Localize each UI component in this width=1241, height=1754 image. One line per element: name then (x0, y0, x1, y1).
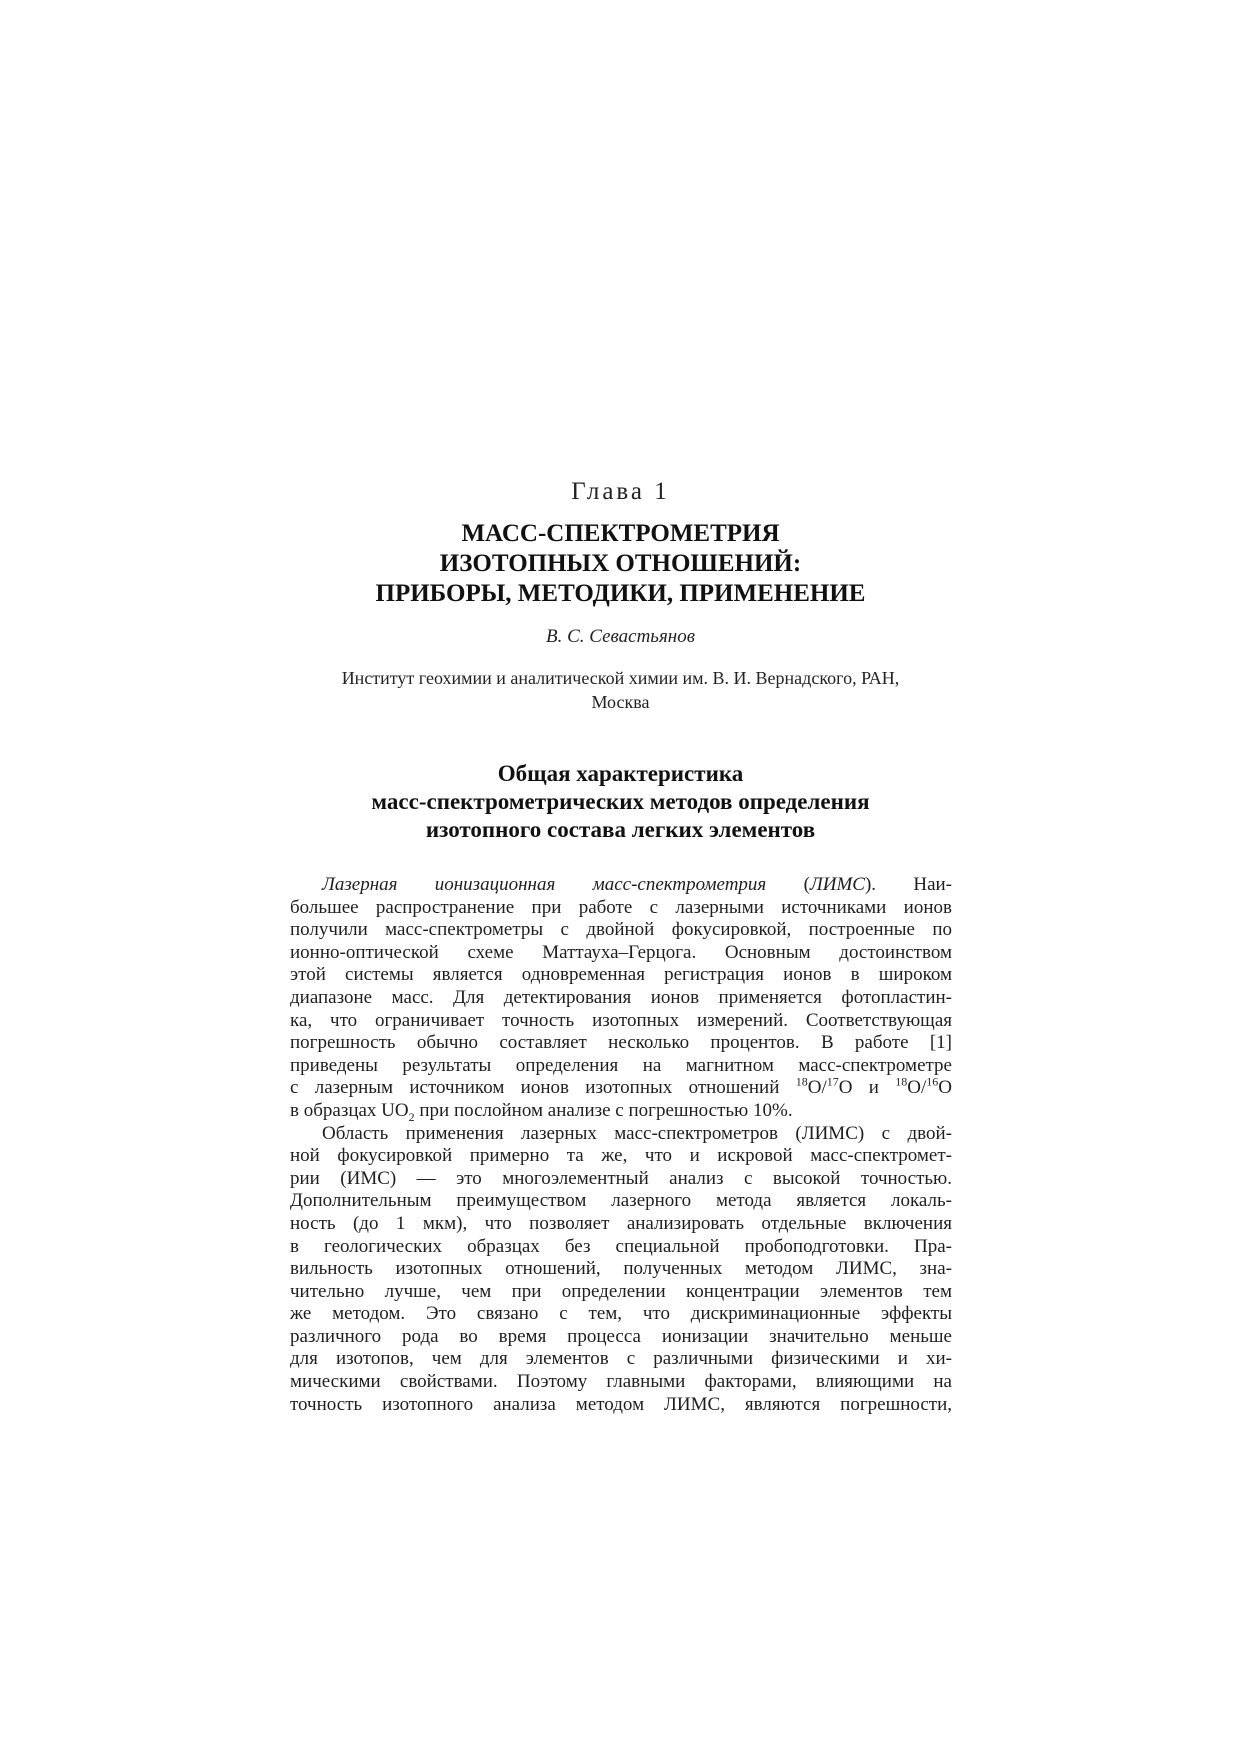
paragraph-line: вильность изотопных отношений, полученных методом ЛИМС, зна- (290, 1258, 952, 1280)
affiliation-line: Институт геохимии и аналитической химии им. В. И. Вернадского, РАН, (341, 668, 900, 688)
paragraph-line: в образцах $UO_2$ при послойном анализе с погрешностью 10%. (290, 1099, 793, 1123)
paragraph-line: большее распространение при работе с лазерными источниками ионов (290, 896, 952, 918)
paragraph-line: диапазоне масс. Для детектирования ионов применяется фотопластин- (290, 986, 952, 1008)
paragraph-line: точность изотопного анализа методом ЛИМС, являются погрешности, (290, 1393, 952, 1415)
paragraph-line: Лазерная ионизационная масс-спектрометрия (ЛИМС). Наи- (322, 874, 952, 895)
paragraph-line: для изотопов, чем для элементов с различными физическими и хи- (290, 1348, 952, 1370)
isotope-ratio-line: с лазерным источником ионов изотопных отношений $^{18}$O/$^{17}$O и $^{18}$O/$^{16}$O (290, 1077, 952, 1099)
section-heading-line: изотопного состава легких элементов (425, 817, 816, 842)
author-name: В. С. Севастьянов (546, 626, 695, 647)
paragraph-line: получили масс-спектрометры с двойной фокусировкой, построенные по (290, 919, 952, 941)
paragraph-line: погрешность обычно составляет несколько процентов. В работе [1] (290, 1032, 952, 1054)
paragraph-line: ной фокусировкой примерно та же, что и искровой масс-спектромет- (290, 1145, 952, 1167)
paragraph-line: чительно лучше, чем при определении концентрации элементов тем (290, 1280, 952, 1302)
paragraph-line: приведены результаты определения на магнитном масс-спектрометре (290, 1054, 952, 1076)
chapter-title-line: ПРИБОРЫ, МЕТОДИКИ, ПРИМЕНЕНИЕ (375, 580, 866, 607)
paragraph-line: в геологических образцах без специальной пробоподготовки. Пра- (290, 1235, 952, 1257)
emphasized-term: Лазерная ионизационная масс-спектрометрия (322, 874, 767, 895)
affiliation-line: Москва (591, 692, 650, 712)
paragraph-line: ионно-оптической схеме Маттауха–Герцога. Основным достоинством (290, 941, 952, 963)
chapter-title-line: МАСС-СПЕКТРОМЕТРИЯ (461, 520, 780, 547)
chapter-title-line: ИЗОТОПНЫХ ОТНОШЕНИЙ: (439, 550, 802, 577)
paragraph-line: же методом. Это связано с тем, что дискриминационные эффекты (290, 1303, 952, 1325)
chapter-title (0, 519, 1241, 609)
chapter-label: Глава 1 (571, 478, 670, 505)
paragraph-line: этой системы является одновременная регистрация ионов в широком (290, 964, 952, 986)
affiliation (0, 666, 1241, 714)
body-text (290, 874, 952, 1416)
section-heading (0, 760, 1241, 844)
paragraph-line: рии (ИМС) — это многоэлементный анализ с высокой точностью. (290, 1167, 952, 1189)
section-heading-line: масс-спектрометрических методов определения (371, 789, 870, 814)
paragraph-line: различного рода во время процесса ионизации значительно меньше (290, 1325, 952, 1347)
paragraph-line: ка, что ограничивает точность изотопных измерений. Соответствующая (290, 1009, 952, 1031)
paragraph-line: Дополнительным преимуществом лазерного метода является локаль- (290, 1190, 952, 1212)
section-heading-line: Общая характеристика (497, 761, 744, 786)
paragraph-line: ность (до 1 мкм), что позволяет анализировать отдельные включения (290, 1212, 952, 1234)
abbreviation: ЛИМС (809, 874, 865, 895)
paragraph-line: Область применения лазерных масс-спектрометров (ЛИМС) с двой- (322, 1122, 952, 1144)
paragraph-line: мическими свойствами. Поэтому главными факторами, влияющими на (290, 1371, 952, 1393)
